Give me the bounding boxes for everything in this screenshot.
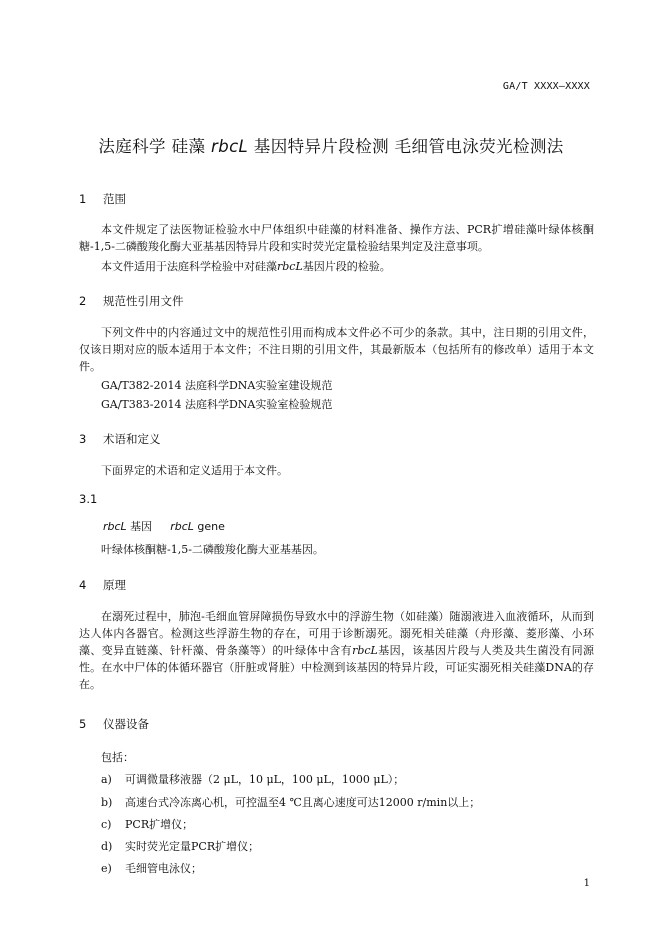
list-text: 可调微量移液器（2 μL，10 μL，100 μL，1000 μL）； [125, 773, 405, 786]
section-number: 2 [79, 294, 87, 308]
section-number: 3 [79, 432, 87, 446]
list-text: 实时荧光定量PCR扩增仪； [125, 840, 260, 853]
document-title [0, 133, 662, 157]
section-number: 4 [79, 578, 87, 592]
section-title: 规范性引用文件 [103, 294, 184, 308]
list-text: PCR扩增仪； [125, 818, 194, 831]
list-label: d) [101, 840, 113, 853]
section-3-heading [79, 431, 161, 447]
section-5-intro: 包括： [101, 751, 134, 764]
reference-item: GA/T382-2014 法庭科学DNA实验室建设规范 [101, 379, 333, 392]
list-text: 毛细管电泳仪； [125, 862, 202, 875]
section-2-heading [79, 293, 184, 309]
list-item [101, 860, 202, 877]
section-1-paragraph-1: 本文件规定了法医物证检验水中尸体组织中硅藻的材料准备、操作方法、PCR扩增硅藻叶绿体核酮糖-1,5-二磷酸羧化酶大亚基基因特异片段和实时荧光定量检验结果判定及注意事项。 [79, 223, 594, 253]
term-zh: 基因 [126, 520, 153, 533]
list-text: 高速台式冷冻离心机，可控温至4 ℃且离心速度可达12000 r/min以上； [125, 796, 481, 809]
gene-name: rbcL [352, 644, 378, 657]
standard-code: GA/T XXXX—XXXX [502, 81, 590, 92]
list-item [101, 838, 259, 855]
section-title: 仪器设备 [103, 717, 149, 731]
section-4-heading [79, 577, 126, 593]
list-label: a) [101, 773, 112, 786]
section-5-heading [79, 716, 149, 732]
list-item [101, 794, 480, 811]
text: 基因，该基因片段与人类及共生菌没有同源性。在水中尸体的体循环器官（肝脏或肾脏）中检测到该基因的特异片段，可证实溺死相关硅藻DNA的存在。 [79, 644, 595, 691]
reference-item: GA/T383-2014 法庭科学DNA实验室检验规范 [101, 398, 333, 411]
text: 基因片段的检验。 [302, 260, 391, 273]
page-number: 1 [583, 878, 590, 889]
subsection-3-1-number: 3.1 [79, 492, 98, 506]
section-4-paragraph-1 [79, 608, 594, 693]
term-entry [103, 518, 225, 534]
text: 在溺死过程中，肺泡-毛细血管屏障损伤导致水中的浮游生物（如硅藻）随溺液进入血液循环，从而到达人体内各器官。检测这些浮游生物的存在，可用于诊断溺死。溺死相关硅藻（舟形藻、菱形藻、小环藻、变异直链藻、针杆藻、骨条藻等）的叶绿体中含有 [79, 610, 594, 657]
term-gene-en: rbcL [170, 520, 194, 533]
section-number: 1 [79, 192, 87, 206]
section-title: 术语和定义 [103, 432, 161, 446]
section-1-heading [79, 191, 126, 207]
section-2-paragraph-1: 下列文件中的内容通过文中的规范性引用而构成本文件必不可少的条款。其中，注日期的引用文件，仅该日期对应的版本适用于本文件；不注日期的引用文件，其最新版本（包括所有的修改单）适用于本文件。 [79, 326, 594, 373]
title-gene: rbcL [211, 137, 249, 156]
term-definition: 叶绿体核酮糖-1,5-二磷酸羧化酶大亚基基因。 [101, 543, 324, 556]
list-label: e) [101, 862, 112, 875]
section-title: 范围 [103, 192, 126, 206]
title-part-1: 法庭科学 硅藻 [98, 137, 212, 156]
section-number: 5 [79, 717, 87, 731]
title-part-2: 基因特异片段检测 毛细管电泳荧光检测法 [248, 137, 564, 156]
list-item [101, 771, 404, 788]
list-label: c) [101, 818, 112, 831]
section-3-paragraph-1: 下面界定的术语和定义适用于本文件。 [101, 464, 288, 477]
list-label: b) [101, 796, 113, 809]
section-title: 原理 [103, 578, 126, 592]
text: 本文件适用于法庭科学检验中对硅藻 [101, 260, 277, 273]
section-1-paragraph-2 [79, 258, 594, 275]
gene-name: rbcL [277, 260, 303, 273]
list-item [101, 816, 193, 833]
term-gene: rbcL [103, 520, 127, 533]
term-en: gene [193, 520, 225, 533]
